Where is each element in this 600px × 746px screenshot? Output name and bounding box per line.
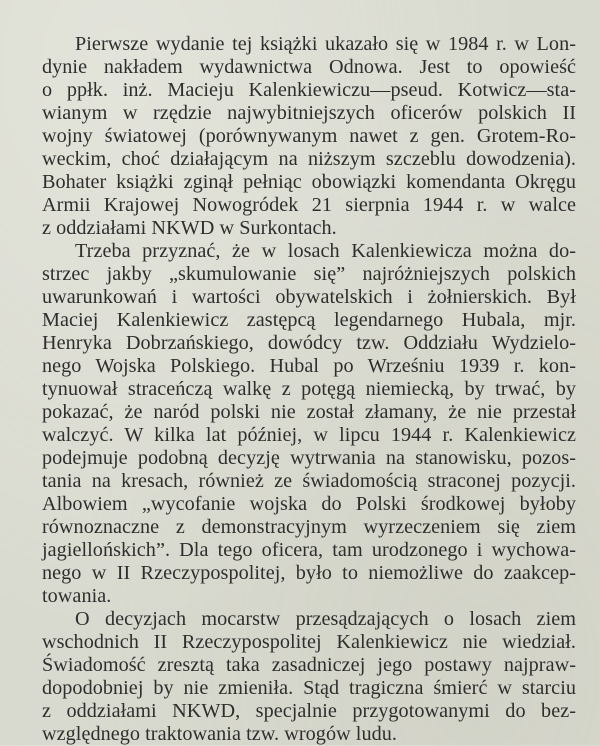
text-line: nego w II Rzeczypospolitej, było to niemożliwe do zaakcep- [42, 562, 576, 584]
text-line: względnego traktowania tzw. wrogów ludu. [42, 723, 397, 745]
text-line: Henryka Dobrzańskiego, dowódcy tzw. Oddziału Wydzielo- [42, 332, 576, 354]
text-line: tania na kresach, również ze świadomością straconej pozycji. [42, 470, 576, 492]
text-line: strzec jakby „skumulowanie się” najróżniejszych polskich [42, 263, 576, 285]
paragraph-2 [42, 240, 576, 608]
text-line: o ppłk. inż. Macieju Kalenkiewiczu—pseud. Kotwicz—sta- [42, 79, 576, 101]
text-line: podejmuje podobną decyzję wytrwania na stanowisku, pozos- [42, 447, 576, 469]
text-line: równoznaczne z demonstracyjnym wyrzeczeniem się ziem [42, 516, 576, 538]
text-line: O decyzjach mocarstw przesądzających o losach ziem [75, 608, 576, 630]
text-line: dopodobniej by nie zmieniła. Stąd tragiczna śmierć w starciu [42, 677, 576, 699]
text-line: Armii Krajowej Nowogródek 21 sierpnia 1944 r. w walce [42, 194, 576, 216]
text-line: z oddziałami NKWD w Surkontach. [42, 217, 337, 239]
text-line: weckim, choć działającym na niższym szczeblu dowodzenia). [42, 148, 576, 170]
text-line: towania. [42, 585, 112, 607]
text-line: jagiellońskich”. Dla tego oficera, tam urodzonego i wychowa- [42, 539, 576, 561]
text-line: wojny światowej (porównywanym nawet z gen. Grotem-Ro- [42, 125, 576, 147]
text-line: Świadomość zresztą taka zasadniczej jego postawy najpraw- [42, 654, 576, 676]
text-line: dynie nakładem wydawnictwa Odnowa. Jest to opowieść [42, 56, 576, 78]
text-line: uwarunkowań i wartości obywatelskich i żołnierskich. Był [42, 286, 576, 308]
book-page-text [42, 33, 576, 746]
text-line: Bohater książki zginął pełniąc obowiązki komendanta Okręgu [42, 171, 576, 193]
text-line: tynuował straceńczą walkę z potęgą niemiecką, by trwać, by [42, 378, 576, 400]
text-line: wschodnich II Rzeczypospolitej Kalenkiewicz nie wiedział. [42, 631, 576, 653]
text-line: wianym w rzędzie najwybitniejszych oficerów polskich II [42, 102, 576, 124]
text-line: Pierwsze wydanie tej książki ukazało się w 1984 r. w Lon- [75, 33, 576, 55]
text-line: Maciej Kalenkiewicz zastępcą legendarnego Hubala, mjr. [42, 309, 576, 331]
text-line: pokazać, że naród polski nie został złamany, że nie przestał [42, 401, 576, 423]
paragraph-1 [42, 33, 576, 240]
paragraph-3 [42, 608, 576, 746]
text-line: Albowiem „wycofanie wojska do Polski środkowej byłoby [42, 493, 576, 515]
text-line: walczyć. W kilka lat później, w lipcu 1944 r. Kalenkiewicz [42, 424, 576, 446]
text-line: z oddziałami NKWD, specjalnie przygotowanymi do bez- [42, 700, 576, 722]
text-line: Trzeba przyznać, że w losach Kalenkiewicza można do- [75, 240, 576, 262]
text-line: nego Wojska Polskiego. Hubal po Wrześniu 1939 r. kon- [42, 355, 576, 377]
